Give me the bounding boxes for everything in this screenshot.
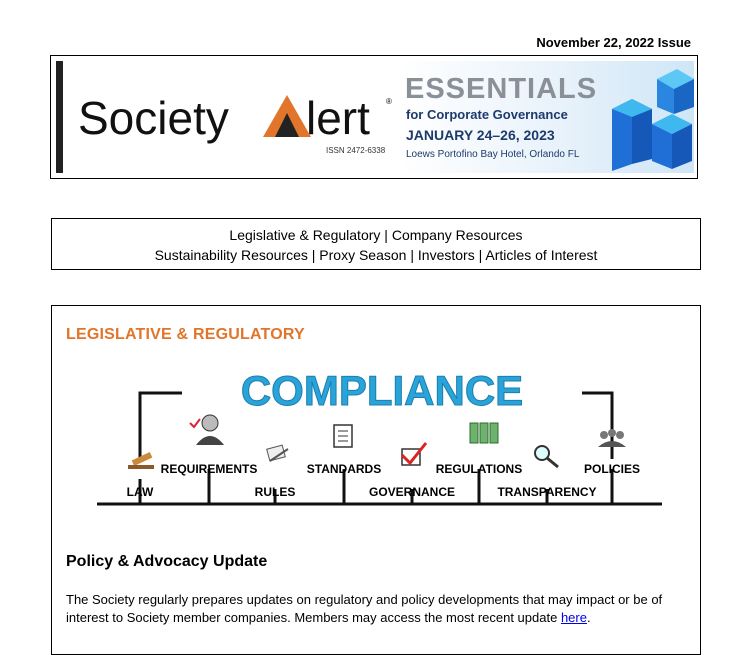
checkbox-icon [402,443,426,465]
label-law: LAW [126,485,154,499]
policy-body-end: . [586,610,591,625]
nav-separator: | [406,247,418,263]
event-venue: Loews Portofino Bay Hotel, Orlando FL [406,149,580,160]
policy-body [66,591,691,627]
bracket-left [140,393,182,459]
label-standards: STANDARDS [306,462,382,476]
label-governance: GOVERNANCE [368,485,456,499]
registered-mark: ® [386,97,392,106]
label-rules: RULES [254,485,296,499]
nav-separator: | [380,227,392,243]
event-subtitle: for Corporate Governance [406,107,568,122]
nav-separator: | [474,247,486,263]
essentials-ad[interactable] [401,61,694,173]
event-title: ESSENTIALS [405,73,598,105]
brand-society-text: Society [78,92,229,144]
magnifier-icon [535,446,558,467]
nav-link-sustainability[interactable]: Sustainability Resources [154,247,308,263]
nav-link-company-resources[interactable]: Company Resources [391,227,523,243]
compliance-graphic [92,361,672,521]
nav-separator: | [307,247,320,263]
event-dates: JANUARY 24–26, 2023 [406,127,555,143]
banner-left-bar [56,61,63,173]
policy-body-text: The Society regularly prepares updates on regulatory and policy developments that may impact or be of interest to Society member companies. Members may access the most recent update [66,592,663,625]
label-transparency: TRANSPARENCY [497,485,597,499]
section-title: LEGISLATIVE & REGULATORY [66,326,305,343]
issue-date: November 22, 2022 Issue [536,35,691,50]
bracket-right [582,393,612,459]
nav-link-articles[interactable]: Articles of Interest [485,247,598,263]
nav-link-proxy-season[interactable]: Proxy Season [319,247,407,263]
clipboard-icon [334,425,352,447]
person-icon [190,415,224,445]
pencil-paper-icon [267,445,288,461]
policy-update-link[interactable]: here [560,610,587,625]
policy-heading: Policy & Advocacy Update [66,553,268,570]
compliance-headline: COMPLIANCE [240,367,524,414]
legislative-section [51,305,701,655]
nav-link-investors[interactable]: Investors [417,247,475,263]
nav-link-legislative[interactable]: Legislative & Regulatory [229,227,381,243]
issn-label: ISSN 2472-6338 [326,146,386,155]
section-nav [51,218,701,270]
brand-alert-text: lert [306,92,370,144]
label-requirements: REQUIREMENTS [160,462,258,476]
masthead-banner[interactable] [50,55,698,179]
label-policies: POLICIES [583,462,641,476]
label-regulations: REGULATIONS [435,462,523,476]
isometric-blocks-icon [602,69,694,171]
binders-icon [470,423,498,443]
